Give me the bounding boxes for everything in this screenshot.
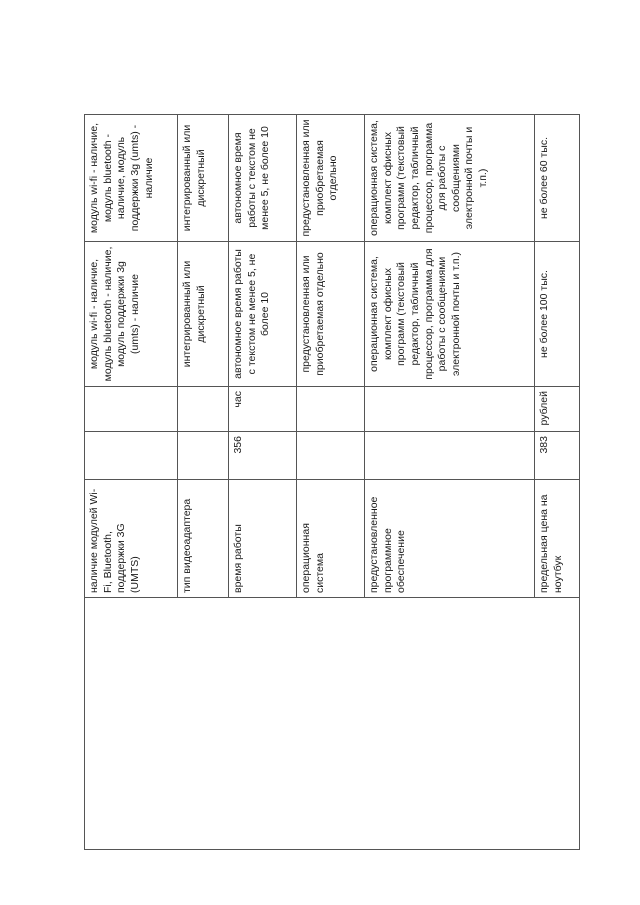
number-cell: 356: [229, 432, 297, 480]
characteristic-name: предельная цена на ноутбук: [535, 480, 580, 598]
rotated-table-container: [84, 115, 579, 850]
requirement-value: не более 100 тыс.: [535, 242, 580, 387]
requirement-value: предустановленная или приобретаемая отдельно: [297, 242, 365, 387]
characteristic-name: наличие модулей Wi-Fi, Bluetooth, поддержки 3G (UMTS): [85, 480, 178, 598]
number-cell: [178, 432, 229, 480]
requirement-value: автономное время работы с текстом не менее 5, не более 10: [229, 242, 297, 387]
unit-cell: час: [229, 387, 297, 432]
offer-value: модуль wi-fi - наличие, модуль bluetooth - наличие, модуль поддержки 3g (umts) - наличие: [85, 115, 178, 242]
characteristic-name: тип видеоадаптера: [178, 480, 229, 598]
characteristic-name: время работы: [229, 480, 297, 598]
number-cell: 383: [535, 432, 580, 480]
offer-value: автономное время работы с текстом не менее 5, не более 10: [229, 115, 297, 242]
unit-cell: рублей: [535, 387, 580, 432]
requirement-value: модуль wi-fi - наличие, модуль bluetooth - наличие, модуль поддержки 3g (umts) - наличие: [85, 242, 178, 387]
characteristic-name: предустановленное программное обеспечение: [365, 480, 535, 598]
requirement-value: операционная система, комплект офисных программ (текстовый редактор, табличный процессор, программа для работы с сообщениями электронной почты и т.п.): [365, 242, 535, 387]
offer-value: операционная система, комплект офисных программ (текстовый редактор, табличный процессор, программа для работы с сообщениями электронной почты и т.п.): [365, 115, 535, 242]
table-row: [85, 115, 178, 850]
number-cell: [365, 432, 535, 480]
unit-cell: [178, 387, 229, 432]
characteristic-name: операционная система: [297, 480, 365, 598]
offer-value: предустановленная или приобретаемая отдельно: [297, 115, 365, 242]
unit-cell: [85, 387, 178, 432]
number-cell: [85, 432, 178, 480]
empty-merged-cell: [85, 598, 580, 850]
requirement-value: интегрированный или дискретный: [178, 242, 229, 387]
offer-value: не более 60 тыс.: [535, 115, 580, 242]
unit-cell: [365, 387, 535, 432]
specifications-table: [84, 114, 580, 850]
number-cell: [297, 432, 365, 480]
offer-value: интегрированный или дискретный: [178, 115, 229, 242]
unit-cell: [297, 387, 365, 432]
